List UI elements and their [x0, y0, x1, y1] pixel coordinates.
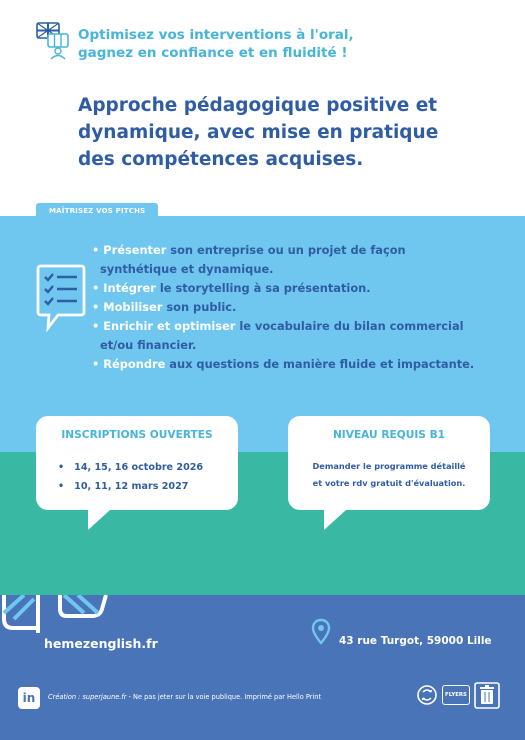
- list-item: • Présenter son entreprise ou un projet de façon synthétique et dynamique.: [92, 243, 406, 276]
- bubble-tail: [324, 510, 346, 530]
- dates-list: [58, 458, 203, 496]
- list-item: • Intégrer le storytelling à sa présentation.: [92, 281, 371, 295]
- bubble-tail: [88, 510, 110, 530]
- list-item: • Enrichir et optimiser le vocabulaire du bilan commercial et/ou financier.: [92, 319, 464, 352]
- address: 43 rue Turgot, 59000 Lille: [339, 635, 492, 647]
- list-item: • 10, 11, 12 mars 2027: [58, 481, 189, 492]
- niveau-text: Demander le programme détaillé et votre rdv gratuit d'évaluation.: [312, 461, 466, 488]
- checklist-icon: [36, 262, 86, 334]
- flag-bubbles-icon: [36, 22, 70, 60]
- list-item: • 14, 15, 16 octobre 2026: [58, 462, 204, 473]
- niveau-title: NIVEAU REQUIS B1: [332, 429, 446, 441]
- linkedin-icon[interactable]: in: [18, 687, 40, 709]
- headline: Approche pédagogique positive et dynamique, avec mise en pratique des compétences acquises.: [78, 95, 439, 170]
- tagline: Optimisez vos interventions à l'oral, gagnez en confiance et en fluidité !: [78, 27, 354, 61]
- website-link[interactable]: hemezenglish.fr: [44, 636, 158, 651]
- pitch-tab: MAÎTRISEZ VOS PITCHS: [36, 203, 158, 219]
- recycling-icon: [416, 683, 438, 707]
- niveau-bubble: [288, 416, 490, 510]
- list-item: • Mobiliser son public.: [92, 300, 237, 314]
- list-item: • Répondre aux questions de manière fluide et impactante.: [92, 357, 475, 371]
- inscriptions-bubble: [36, 416, 238, 510]
- credits: Création : superjaune.fr - Ne pas jeter sur la voie publique. Imprimé par Hello Print: [48, 693, 322, 701]
- trash-bin-icon: [474, 682, 500, 709]
- flyers-logo: FLYERS: [442, 685, 470, 705]
- pitch-list: [92, 241, 520, 374]
- header-section: [0, 0, 525, 205]
- footer: [0, 595, 525, 740]
- inscriptions-title: INSCRIPTIONS OUVERTES: [61, 429, 213, 441]
- location-pin-icon: [311, 618, 331, 646]
